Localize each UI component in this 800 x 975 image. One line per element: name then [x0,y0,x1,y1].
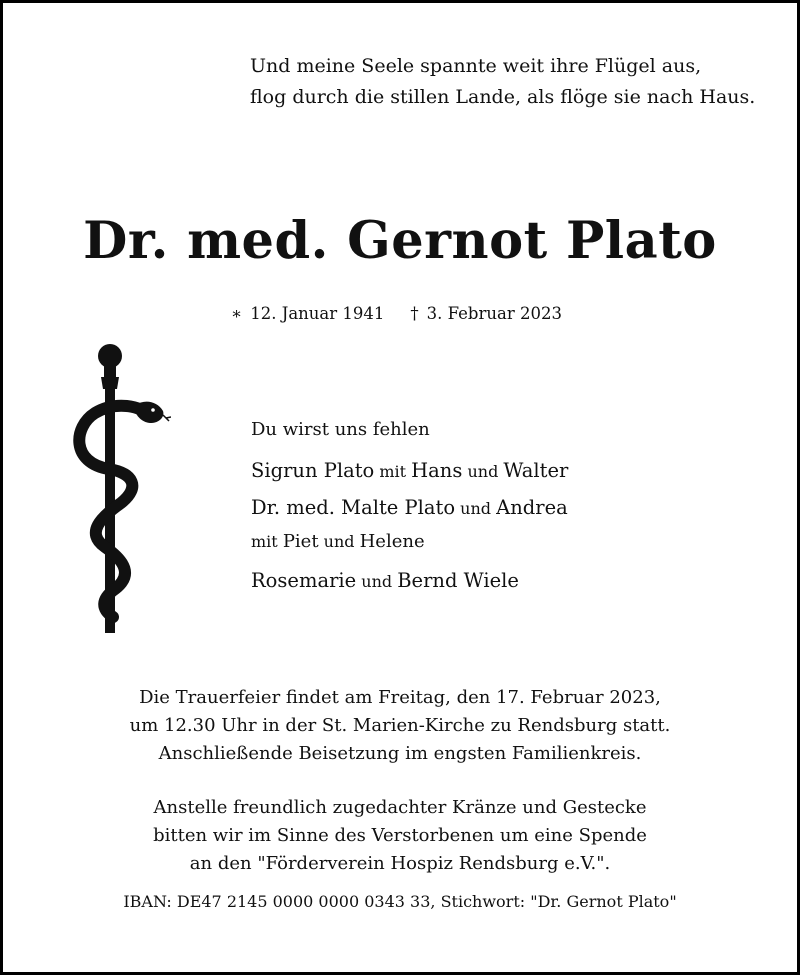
death-date: 3. Februar 2023 [426,304,562,323]
donation-info [3,794,797,878]
death-symbol: † [410,304,419,323]
poem-line-1: Und meine Seele spannte weit ihre Flügel aus, [250,55,702,77]
mourner-name: Walter [503,459,569,482]
mourner-conjunction: und [455,499,497,518]
donation-line-3: an den "Förderverein Hospiz Rendsburg e.V.". [189,853,611,874]
mourner-row-1 [251,459,568,482]
mourner-row-3 [251,531,425,552]
iban-line: IBAN: DE47 2145 0000 0000 0343 33, Stichwort: "Dr. Gernot Plato" [123,892,677,911]
farewell-intro: Du wirst uns fehlen [251,419,430,440]
mourner-name: Andrea [496,496,568,519]
birth-symbol: ∗ [231,304,243,323]
funeral-info [3,684,797,768]
mourner-row-2 [251,496,568,519]
mourner-name: Piet [282,531,319,552]
rod-of-asclepius-icon [71,341,171,641]
mourner-conjunction: und [356,572,398,591]
mourner-name: Rosemarie [251,569,357,592]
funeral-line-3: Anschließende Beisetzung im engsten Familienkreis. [158,743,642,764]
poem-line-2: flog durch die stillen Lande, als flöge sie nach Haus. [250,86,756,108]
mourner-name: Dr. med. Malte Plato [251,496,456,519]
funeral-line-1: Die Trauerfeier findet am Freitag, den 17. Februar 2023, [139,687,661,708]
donation-line-1: Anstelle freundlich zugedachter Kränze und Gestecke [153,797,647,818]
poem-quote [250,51,755,113]
deceased-name: Dr. med. Gernot Plato [83,211,717,271]
mourner-conjunction: und [318,532,360,551]
mourner-name: Helene [359,531,425,552]
birth-date: 12. Januar 1941 [250,304,385,323]
mourner-name: Hans [411,459,463,482]
donation-line-2: bitten wir im Sinne des Verstorbenen um eine Spende [153,825,647,846]
mourner-conjunction: mit [251,532,283,551]
mourner-conjunction: mit [374,462,412,481]
life-dates [231,304,562,323]
mourner-name: Sigrun Plato [251,459,375,482]
mourner-row-4 [251,569,519,592]
mourner-name: Bernd Wiele [397,569,519,592]
funeral-line-2: um 12.30 Uhr in der St. Marien-Kirche zu Rendsburg statt. [129,715,671,736]
mourner-conjunction: und [462,462,504,481]
